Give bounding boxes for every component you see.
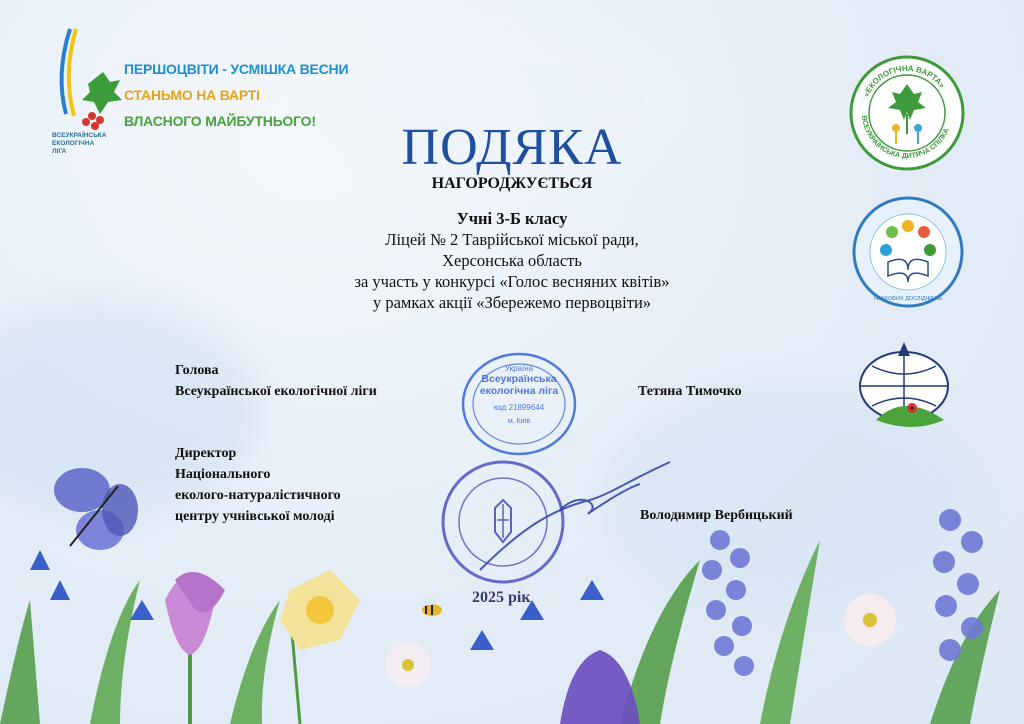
national-centre-logo	[842, 336, 966, 436]
slogan-line-3: ВЛАСНОГО МАЙБУТНЬОГО!	[124, 113, 316, 129]
first-signatory-name: Тетяна Тимочко	[638, 384, 742, 399]
second-signatory-name: Володимир Вербицький	[640, 508, 793, 523]
daffodil-flower-icon	[280, 570, 360, 724]
stamp-line: Україна	[504, 364, 534, 373]
stamp-line: код 21899644	[493, 403, 545, 412]
hellebore-flower-icon	[844, 594, 896, 646]
research-centre-logo	[852, 196, 964, 308]
certificate-title: ПОДЯКА	[401, 119, 623, 176]
stamp-line: м. Київ	[507, 418, 531, 425]
stamp-line: екологічна ліга	[479, 385, 559, 397]
position-line: Всеукраїнської екологічної ліги	[175, 384, 377, 399]
stamp-line: Всеукраїнська	[481, 373, 557, 385]
first-signatory-position	[175, 360, 377, 402]
bee-icon	[422, 597, 442, 616]
hyacinth-flower-icon	[702, 509, 983, 676]
position-line: Голова	[175, 363, 219, 378]
position-line: Національного	[175, 467, 271, 482]
position-line: еколого-натуралістичного	[175, 488, 341, 503]
svg-text:НАУКОВИХ ДОСЛІДЖЕНЬ: НАУКОВИХ ДОСЛІДЖЕНЬ	[873, 296, 943, 302]
league-stamp	[460, 352, 578, 456]
org-caption-line: ВСЕУКРАЇНСЬКА	[52, 132, 107, 139]
svg-text:«ЕКОЛОГІЧНА ВАРТА»: «ЕКОЛОГІЧНА ВАРТА»	[861, 63, 947, 99]
org-caption-line: ЛІГА	[52, 148, 67, 155]
white-flower-icon	[386, 643, 430, 687]
position-line: центру учнівської молоді	[175, 509, 335, 524]
year: 2025 рік	[472, 589, 531, 606]
slogan-line-1: ПЕРШОЦВІТИ - УСМІШКА ВЕСНИ	[124, 61, 349, 77]
svg-text:ВСЕУКРАЇНСЬКА ДИТЯЧА СПІЛКА: ВСЕУКРАЇНСЬКА ДИТЯЧА СПІЛКА	[860, 114, 951, 161]
crocus-flower-icon	[165, 572, 225, 724]
purple-crocus-icon	[560, 650, 640, 724]
awarded-heading: НАГОРОДЖУЄТЬСЯ	[431, 175, 593, 192]
body-line: у рамках акції «Збережемо первоцвіти»	[372, 293, 652, 312]
org-caption-line: ЕКОЛОГІЧНА	[52, 140, 95, 147]
body-line: Херсонська область	[442, 251, 582, 270]
butterfly-icon	[54, 468, 138, 550]
body-line: за участь у конкурсі «Голос весняних квітів»	[354, 272, 670, 291]
body-line: Ліцей № 2 Таврійської міської ради,	[385, 230, 639, 249]
slogan-line-2: СТАНЬМО НА ВАРТІ	[124, 87, 260, 103]
certificate-body	[212, 208, 812, 313]
position-line: Директор	[175, 446, 237, 461]
recipient: Учні 3-Б класу	[456, 209, 568, 228]
spring-flowers-decoration	[0, 450, 1024, 724]
